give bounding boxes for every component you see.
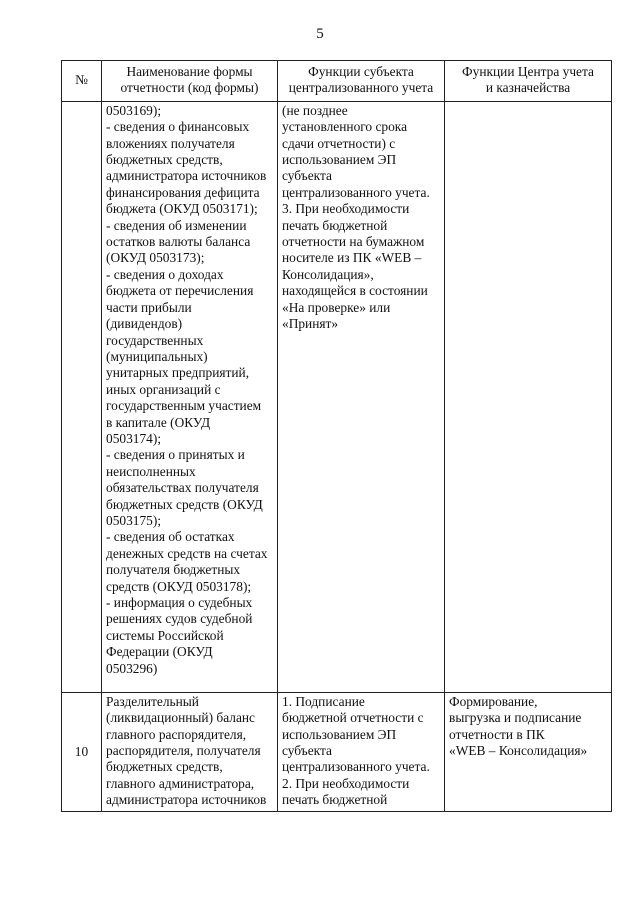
text-line: 0503174); <box>106 430 162 446</box>
center-functions-cell <box>445 101 612 692</box>
text-line: отчетности на бумажном <box>282 234 425 250</box>
text-line: - сведения об изменении <box>106 217 247 233</box>
header-subject-line: централизованного учета <box>288 80 434 96</box>
subject-functions-text <box>282 694 440 809</box>
text-line: - сведения о доходах <box>106 266 224 282</box>
form-name-text <box>106 103 273 677</box>
text-line: бюджетной отчетности с <box>282 710 424 726</box>
text-line: 0503296) <box>106 660 158 676</box>
header-center-line: и казначейства <box>485 80 571 96</box>
text-line: государственным участием <box>106 398 262 414</box>
text-line: выгрузка и подписание <box>449 710 582 726</box>
form-name-text <box>106 694 273 809</box>
text-line: главного распорядителя, <box>106 726 247 742</box>
text-line: - информация о судебных <box>106 595 253 610</box>
center-functions-text <box>449 694 607 760</box>
text-line: средств (ОКУД 0503178); <box>106 578 252 594</box>
table-header-row <box>62 61 612 102</box>
text-line: главного администратора, <box>106 775 255 791</box>
text-line: системы Российской <box>106 627 224 643</box>
form-name-cell <box>102 692 278 811</box>
text-line: Федерации (ОКУД <box>106 644 213 660</box>
text-line: печать бюджетной <box>282 217 388 233</box>
text-line: бюджетных средств, <box>106 152 223 168</box>
text-line: распорядителя, получателя <box>106 743 261 759</box>
text-line: остатков валюты баланса <box>106 234 251 250</box>
header-num-label: № <box>75 72 88 88</box>
text-line: Разделительный <box>106 693 199 709</box>
text-line: финансирования дефицита <box>106 184 260 200</box>
text-line: неисполненных <box>106 463 196 479</box>
header-subject-functions <box>278 61 445 102</box>
text-line: (дивидендов) <box>106 316 183 332</box>
text-line: унитарных предприятий, <box>106 365 250 381</box>
row-num-cell <box>62 101 102 692</box>
text-line: (ликвидационный) баланс <box>106 710 255 726</box>
text-line: - сведения об остатках <box>106 529 235 545</box>
header-center-functions <box>445 61 612 102</box>
text-line: 3. При необходимости <box>282 201 410 217</box>
text-line: находящейся в состоянии <box>282 283 428 299</box>
text-line: бюджетных средств, <box>106 759 223 775</box>
subject-functions-cell <box>278 692 445 811</box>
text-line: (не позднее <box>282 102 348 118</box>
text-line: части прибыли <box>106 299 192 315</box>
text-line: - сведения о принятых и <box>106 447 245 463</box>
text-line: решениях судов судебной <box>106 611 253 627</box>
header-num <box>62 61 102 102</box>
text-line: - сведения о финансовых <box>106 119 250 135</box>
table-row <box>62 692 612 811</box>
text-line: (ОКУД 0503173); <box>106 250 205 266</box>
text-line: бюджетных средств (ОКУД <box>106 496 263 512</box>
text-line: «Принят» <box>282 316 339 332</box>
text-line: в капитале (ОКУД <box>106 414 211 430</box>
text-line: обязательствах получателя <box>106 480 259 496</box>
header-form-name-line: отчетности (код формы) <box>120 80 259 96</box>
text-line: субъекта <box>282 168 332 184</box>
header-center-line: Функции Центра учета <box>462 64 594 79</box>
text-line: централизованного учета. <box>282 759 430 775</box>
text-line: «На проверке» или <box>282 299 391 315</box>
header-form-name <box>102 61 278 102</box>
text-line: иных организаций с <box>106 381 221 397</box>
text-line: бюджета от перечисления <box>106 283 254 299</box>
text-line: 0503169); <box>106 102 162 118</box>
text-line: отчетности в ПК <box>449 726 545 742</box>
subject-functions-text <box>282 103 440 333</box>
text-line: носителе из ПК «WEB – <box>282 250 422 266</box>
text-line: Консолидация», <box>282 266 374 282</box>
text-line: получателя бюджетных <box>106 562 241 578</box>
text-line: субъекта <box>282 743 332 759</box>
header-subject-line: Функции субъекта <box>308 64 414 79</box>
table-row <box>62 101 612 692</box>
text-line: государственных <box>106 332 204 348</box>
text-line: установленного срока <box>282 119 408 135</box>
center-functions-cell <box>445 692 612 811</box>
text-line: денежных средств на счетах <box>106 545 268 561</box>
row-num: 10 <box>74 743 89 759</box>
header-form-name-line: Наименование формы <box>126 64 253 79</box>
text-line: использованием ЭП <box>282 726 397 742</box>
text-line: (муниципальных) <box>106 348 208 364</box>
text-line: использованием ЭП <box>282 152 397 168</box>
subject-functions-cell <box>278 101 445 692</box>
text-line: 1. Подписание <box>282 693 365 709</box>
text-line: администратора источников <box>106 168 267 184</box>
text-line: Формирование, <box>449 693 538 709</box>
functions-table <box>61 60 612 812</box>
text-line: бюджета (ОКУД 0503171); <box>106 201 258 217</box>
text-line: вложениях получателя <box>106 135 235 151</box>
row-num-cell <box>62 692 102 811</box>
text-line: «WEB – Консолидация» <box>449 743 588 759</box>
text-line: администратора источников <box>106 792 267 808</box>
text-line: сдачи отчетности) с <box>282 135 396 151</box>
form-name-cell <box>102 101 278 692</box>
text-line: печать бюджетной <box>282 792 388 808</box>
text-line: 0503175); <box>106 512 162 528</box>
text-line: централизованного учета. <box>282 184 430 200</box>
text-line: 2. При необходимости <box>282 775 410 791</box>
page-number: 5 <box>316 26 324 42</box>
